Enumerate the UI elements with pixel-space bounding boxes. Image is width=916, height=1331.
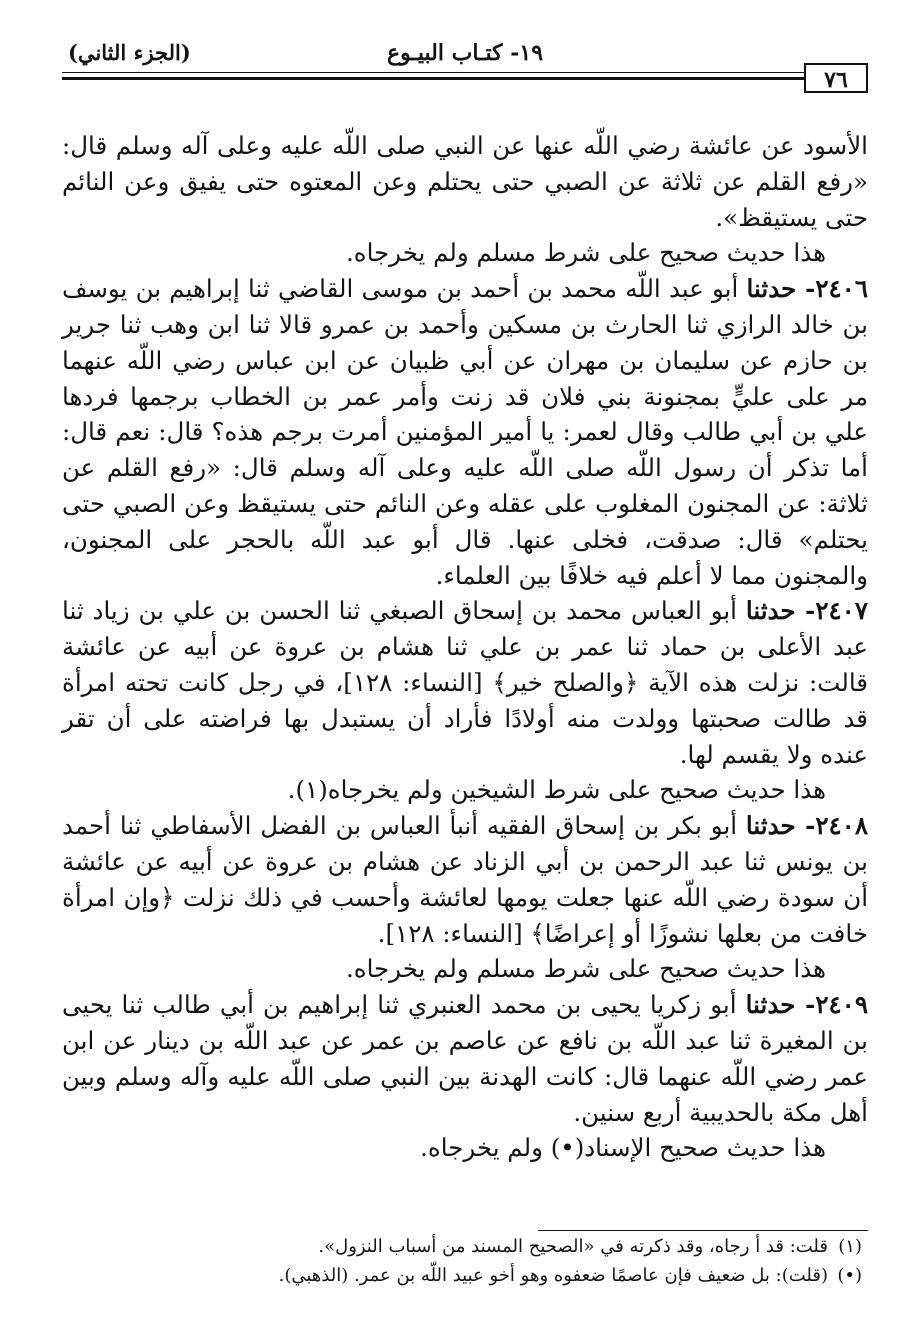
volume-label: (الجزء الثاني) — [68, 40, 191, 65]
paragraph-text: أبو زكريا يحيى بن محمد العنبري ثنا إبراهيم بن أبي طالب ثنا يحيى بن المغيرة ثنا عبد اللّه بن نافع عن عاصم بن عمر عن عبد اللّه بن دينار عن ابن عمر رضي اللّه عنهما قال: كانت الهدنة بين النبي صلى اللّه عليه وآله وسلم وبين أهل مكة بالحديبية أربع سنين. — [62, 990, 868, 1127]
footnote — [62, 1263, 868, 1289]
hadith-paragraph — [62, 593, 868, 772]
hadith-paragraph — [62, 987, 868, 1130]
footnote-divider — [538, 1230, 868, 1231]
isnad-opening: حدثنا — [745, 596, 796, 626]
paragraph-text: الأسود عن عائشة رضي اللّه عنها عن النبي صلى اللّه عليه وعلى آله وسلم قال: «رفع القلم عن ثلاثة عن الصبي حتى يحتلم وعن المعتوه حتى يفيق وعن النائم حتى يستيقظ». — [62, 131, 868, 232]
paragraph-text: هذا حديث صحيح على شرط الشيخين ولم يخرجاه(١). — [287, 775, 826, 805]
hadith-number: ٢٤٠٨- — [795, 811, 868, 841]
hadith-number: ٢٤٠٦- — [796, 274, 868, 304]
verdict-paragraph — [62, 1130, 868, 1166]
isnad-opening: حدثنا — [745, 811, 796, 841]
hadith-number: ٢٤٠٧- — [795, 596, 868, 626]
footnotes — [62, 1230, 868, 1289]
page-body — [62, 128, 868, 1166]
footnote-text: قلت: قد أ رجاه، وقد ذكرته في «الصحيح المسند من أسباب النزول». — [318, 1236, 828, 1257]
verdict-paragraph — [62, 772, 868, 808]
footnote-text: (قلت): بل ضعيف فإن عاصمًا ضعفوه وهو أخو عبيد اللّه بن عمر. (الذهبي). — [278, 1265, 828, 1286]
header-rule-thin — [62, 72, 868, 73]
continuation-paragraph — [62, 128, 868, 235]
verdict-paragraph — [62, 235, 868, 271]
footnote — [62, 1234, 868, 1260]
footnote-mark: (•) — [837, 1265, 862, 1286]
hadith-number: ٢٤٠٩- — [795, 990, 868, 1020]
isnad-opening: حدثنا — [746, 274, 797, 304]
chapter-title: ١٩- كتـاب البيـوع — [386, 40, 544, 66]
hadith-paragraph — [62, 271, 868, 593]
page-header — [62, 38, 868, 93]
header-rule-thick — [62, 77, 868, 80]
paragraph-text: أبو عبد اللّه محمد بن أحمد بن موسى القاضي ثنا إبراهيم بن يوسف بن خالد الرازي ثنا الحارث بن مسكين وأحمد بن عمرو قالا ثنا ابن وهب ثنا جرير بن حازم عن سليمان بن مهران عن أبي ظبيان عن ابن عباس رضي اللّه عنهما مر على عليٍّ بمجنونة بني فلان قد زنت وأمر عمر بن الخطاب برجمها فردها علي بن أبي طالب وقال لعمر: يا أمير المؤمنين أمرت برجم هذه؟ قال: نعم قال: أما تذكر أن رسول اللّه صلى اللّه عليه وعلى آله وسلم قال: «رفع القلم عن ثلاثة: عن المجنون المغلوب على عقله وعن النائم حتى يستيقظ وعن الصبي حتى يحتلم» قال: صدقت، فخلى عنها. قال أبو عبد اللّه بالحجر على المجنون، والمجنون مما لا أعلم فيه خلافًا بين العلماء. — [62, 274, 868, 590]
book-page — [62, 38, 868, 1308]
paragraph-text: هذا حديث صحيح على شرط مسلم ولم يخرجاه. — [345, 954, 826, 984]
hadith-paragraph — [62, 808, 868, 951]
verdict-paragraph — [62, 951, 868, 987]
paragraph-text: أبو العباس محمد بن إسحاق الصبغي ثنا الحسن بن علي بن زياد ثنا عبد الأعلى بن حماد ثنا عمر بن علي ثنا هشام بن عروة عن أبيه عن عائشة قالت: نزلت هذه الآية ﴿والصلح خير﴾ [النساء: ١٢٨]، في رجل كانت تحته امرأة قد طالت صحبتها وولدت منه أولادًا فأراد أن يستبدل بها فراضته على أن تقر عنده ولا يقسم لها. — [62, 596, 868, 769]
paragraph-text: هذا حديث صحيح على شرط مسلم ولم يخرجاه. — [345, 238, 826, 268]
paragraph-text: أبو بكر بن إسحاق الفقيه أنبأ العباس بن الفضل الأسفاطي ثنا أحمد بن يونس ثنا عبد الرحمن بن أبي الزناد عن هشام بن عروة عن أبيه عن عائشة أن سودة رضي اللّه عنها جعلت يومها لعائشة وأحسب في ذلك نزلت ﴿وإن امرأة خافت من بعلها نشوزًا أو إعراضًا﴾ [النساء: ١٢٨]. — [62, 811, 868, 948]
page-number: ٧٦ — [804, 63, 868, 93]
footnote-mark: (١) — [838, 1236, 862, 1257]
paragraph-text: هذا حديث صحيح الإسناد(•) ولم يخرجاه. — [420, 1133, 826, 1163]
isnad-opening: حدثنا — [745, 990, 796, 1020]
